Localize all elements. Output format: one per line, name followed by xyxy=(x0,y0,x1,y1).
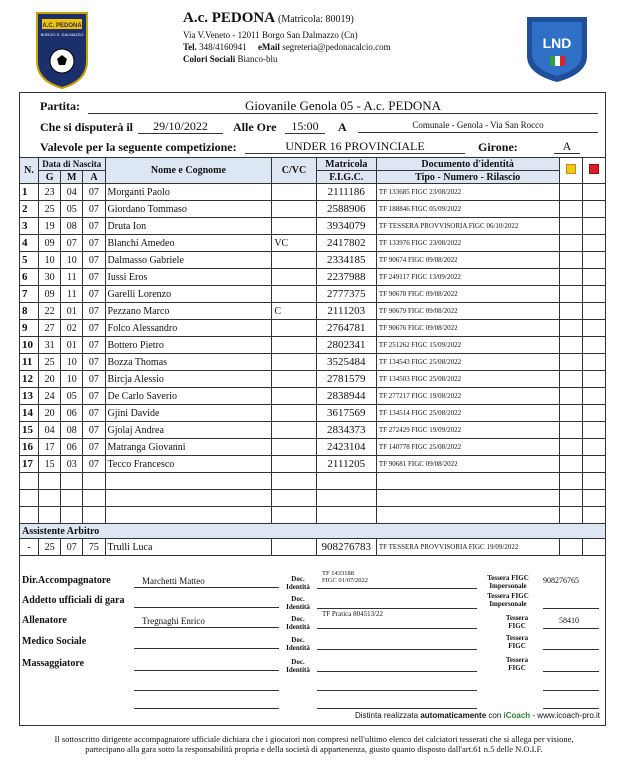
red-card-cell xyxy=(582,235,605,252)
player-document: TF 90679 FIGC 09/08/2022 xyxy=(376,303,559,320)
venue-value: Comunale - Genola - Via San Rocco xyxy=(412,120,544,130)
player-number: 13 xyxy=(20,388,39,405)
colors-label: Colori Sociali xyxy=(183,54,236,64)
birth-month: 08 xyxy=(61,218,83,235)
dir-name: Marchetti Matteo xyxy=(142,576,205,586)
player-name: Bottero Pietro xyxy=(105,337,272,354)
red-card-cell xyxy=(582,184,605,201)
red-card-cell xyxy=(582,303,605,320)
player-document: TF 272429 FIGC 19/09/2022 xyxy=(376,422,559,439)
player-role: VC xyxy=(272,235,316,252)
birth-year: 07 xyxy=(83,235,105,252)
red-card-cell xyxy=(582,286,605,303)
club-colors xyxy=(183,54,278,64)
red-card-icon xyxy=(589,164,599,174)
player-matricola: 2764781 xyxy=(316,320,376,337)
player-number: 9 xyxy=(20,320,39,337)
birth-month: 01 xyxy=(61,337,83,354)
player-document: TF 134514 FIGC 25/08/2022 xyxy=(376,405,559,422)
player-row xyxy=(20,439,606,456)
player-matricola: 2781579 xyxy=(316,371,376,388)
player-name: De Carlo Saverio xyxy=(105,388,272,405)
player-role xyxy=(272,388,316,405)
player-matricola: 2588906 xyxy=(316,201,376,218)
referee-matricola: 908276783 xyxy=(316,539,376,556)
player-matricola: 2334185 xyxy=(316,252,376,269)
player-number: 5 xyxy=(20,252,39,269)
yellow-card-cell xyxy=(559,201,582,218)
player-document: TF 90678 FIGC 09/08/2022 xyxy=(376,286,559,303)
player-name: Folco Alessandro xyxy=(105,320,272,337)
birth-year: 07 xyxy=(83,354,105,371)
red-card-cell xyxy=(582,439,605,456)
partita-value: Giovanile Genola 05 - A.c. PEDONA xyxy=(244,98,442,113)
player-number: 4 xyxy=(20,235,39,252)
player-name: Iussi Eros xyxy=(105,269,272,286)
yellow-card-cell xyxy=(559,286,582,303)
player-name: Tecco Francesco xyxy=(105,456,272,473)
player-number: 7 xyxy=(20,286,39,303)
birth-month: 11 xyxy=(61,286,83,303)
referee-header-row xyxy=(20,524,606,539)
medico-tess-label: Tessera FIGC xyxy=(505,634,529,650)
col-matricola: Matricola xyxy=(316,158,376,171)
partita-label: Partita: xyxy=(40,99,80,113)
lnd-logo xyxy=(524,14,590,84)
yellow-card-cell xyxy=(559,439,582,456)
player-role xyxy=(272,286,316,303)
yellow-card-cell xyxy=(559,354,582,371)
yellow-card-cell xyxy=(559,405,582,422)
player-row xyxy=(20,371,606,388)
disclaimer: Il sottoscritto dirigente accompagnatore ufficiale dichiara che i giocatori non compresi nell'ultimo elenco dei calciatori tesserati che si allega per visione, partecipano alla gara sotto la responsabilità propria e della società di appartenenza, giusto quanto disposto dall'art.61 n.5 delle N.O.I.F. xyxy=(54,734,574,754)
player-matricola: 2423104 xyxy=(316,439,376,456)
player-matricola: 2838944 xyxy=(316,388,376,405)
red-card-cell xyxy=(582,269,605,286)
allenatore-tess-label: Tessera FIGC xyxy=(505,614,529,630)
player-row xyxy=(20,201,606,218)
player-row xyxy=(20,388,606,405)
player-role xyxy=(272,456,316,473)
date-label: Che si disputerà il xyxy=(40,120,134,134)
player-name: Garelli Lorenzo xyxy=(105,286,272,303)
birth-month: 10 xyxy=(61,371,83,388)
girone-label: Girone: xyxy=(478,140,518,154)
col-n: N. xyxy=(20,158,39,184)
lnd-text: LND xyxy=(542,35,572,51)
player-role xyxy=(272,201,316,218)
player-row xyxy=(20,269,606,286)
yellow-card-cell xyxy=(559,218,582,235)
player-name: Bircja Alessio xyxy=(105,371,272,388)
col-m: M xyxy=(61,171,83,184)
time-value: 15:00 xyxy=(291,119,319,133)
player-role xyxy=(272,405,316,422)
addetto-doc-label: Doc. Identità xyxy=(286,595,310,611)
birth-month: 10 xyxy=(61,252,83,269)
player-matricola: 2111186 xyxy=(316,184,376,201)
red-card-cell xyxy=(582,252,605,269)
player-role xyxy=(272,269,316,286)
girone-value: A xyxy=(562,139,572,153)
player-name: Gjini Davide xyxy=(105,405,272,422)
massaggiatore-label: Massaggiatore xyxy=(22,658,85,669)
yellow-card-cell xyxy=(559,456,582,473)
birth-month: 06 xyxy=(61,405,83,422)
col-red xyxy=(582,158,605,184)
birth-month: 05 xyxy=(61,201,83,218)
player-row xyxy=(20,184,606,201)
club-logo xyxy=(33,11,91,89)
col-figc: F.I.G.C. xyxy=(316,171,376,184)
player-matricola: 3617569 xyxy=(316,405,376,422)
player-matricola: 2111205 xyxy=(316,456,376,473)
birth-month: 05 xyxy=(61,388,83,405)
birth-day: 22 xyxy=(39,303,61,320)
birth-day: 15 xyxy=(39,456,61,473)
dir-tess-label: Tessera FIGC Impersonale xyxy=(487,574,529,590)
birth-day: 27 xyxy=(39,320,61,337)
player-number: 8 xyxy=(20,303,39,320)
email-label: eMail xyxy=(257,42,280,52)
player-matricola: 2802341 xyxy=(316,337,376,354)
birth-month: 08 xyxy=(61,422,83,439)
staff-section xyxy=(19,570,606,724)
addetto-label: Addetto ufficiali di gara xyxy=(22,595,125,606)
birth-month: 03 xyxy=(61,456,83,473)
birth-year: 07 xyxy=(83,184,105,201)
dir-label: Dir.Accompagnatore xyxy=(22,575,111,586)
player-document: TF 133976 FIGC 23/08/2022 xyxy=(376,235,559,252)
club-matricola: (Matricola: 80019) xyxy=(278,14,354,25)
col-a: A xyxy=(83,171,105,184)
player-document: TF 90674 FIGC 09/08/2022 xyxy=(376,252,559,269)
player-name: Druta Ion xyxy=(105,218,272,235)
player-number: 14 xyxy=(20,405,39,422)
birth-day: 20 xyxy=(39,405,61,422)
player-number: 2 xyxy=(20,201,39,218)
player-matricola: 2417802 xyxy=(316,235,376,252)
birth-day: 10 xyxy=(39,252,61,269)
player-number: 17 xyxy=(20,456,39,473)
birth-month: 10 xyxy=(61,354,83,371)
player-row xyxy=(20,235,606,252)
icoach-brand: iCoach xyxy=(503,711,531,720)
player-matricola: 2111203 xyxy=(316,303,376,320)
club-address: Via V.Veneto - 12011 Borgo San Dalmazzo (Cn) xyxy=(183,30,358,40)
player-matricola: 2777375 xyxy=(316,286,376,303)
dir-doc: TF 1433188 FIGC 01/07/2022 xyxy=(322,570,369,584)
player-document: TF 90681 FIGC 09/08/2022 xyxy=(376,456,559,473)
players-table xyxy=(19,157,606,556)
red-card-cell xyxy=(582,320,605,337)
birth-year: 07 xyxy=(83,320,105,337)
referee-row xyxy=(20,539,606,556)
player-number: 11 xyxy=(20,354,39,371)
player-number: 3 xyxy=(20,218,39,235)
player-role xyxy=(272,320,316,337)
player-matricola: 2834373 xyxy=(316,422,376,439)
player-row xyxy=(20,218,606,235)
player-row xyxy=(20,422,606,439)
competition-value: UNDER 16 PROVINCIALE xyxy=(285,139,425,153)
birth-month: 01 xyxy=(61,303,83,320)
medico-label: Medico Sociale xyxy=(22,636,87,647)
birth-month: 11 xyxy=(61,269,83,286)
birth-day: 04 xyxy=(39,422,61,439)
birth-year: 07 xyxy=(83,456,105,473)
email-value[interactable]: segreteria@pedonacalcio.com xyxy=(282,42,391,52)
player-name: Blanchi Amedeo xyxy=(105,235,272,252)
table-header-row xyxy=(20,158,606,171)
birth-month: 07 xyxy=(61,235,83,252)
yellow-card-cell xyxy=(559,371,582,388)
tel-label: Tel. xyxy=(183,42,197,52)
player-role xyxy=(272,354,316,371)
player-number: 12 xyxy=(20,371,39,388)
player-role: C xyxy=(272,303,316,320)
birth-year: 07 xyxy=(83,439,105,456)
col-yellow xyxy=(559,158,582,184)
logo-text: A.C. PEDONA xyxy=(42,23,82,29)
birth-day: 25 xyxy=(39,354,61,371)
yellow-card-cell xyxy=(559,303,582,320)
birth-day: 31 xyxy=(39,337,61,354)
competition-label: Valevole per la seguente competizione: xyxy=(40,140,237,154)
player-role xyxy=(272,422,316,439)
massaggiatore-doc-label: Doc. Identità xyxy=(286,658,310,674)
referee-name: Trulli Luca xyxy=(105,539,272,556)
yellow-card-icon xyxy=(566,164,576,174)
player-name: Giordano Tommaso xyxy=(105,201,272,218)
col-cvc: C/VC xyxy=(272,158,316,184)
allenatore-tess: 58410 xyxy=(559,616,579,625)
yellow-card-cell xyxy=(559,235,582,252)
player-number: 15 xyxy=(20,422,39,439)
birth-year: 07 xyxy=(83,201,105,218)
player-name: Bozza Thomas xyxy=(105,354,272,371)
referee-g: 25 xyxy=(39,539,61,556)
player-row xyxy=(20,354,606,371)
dir-tess: 908276765 xyxy=(543,576,579,585)
birth-year: 07 xyxy=(83,405,105,422)
player-document: TF 134503 FIGC 25/08/2022 xyxy=(376,371,559,388)
yellow-card-cell xyxy=(559,422,582,439)
col-name: Nome e Cognome xyxy=(105,158,272,184)
player-name: Dalmasso Gabriele xyxy=(105,252,272,269)
player-document: TF 188846 FIGC 05/09/2022 xyxy=(376,201,559,218)
col-doc-sub: Tipo - Numero - Rilascio xyxy=(376,171,559,184)
birth-month: 04 xyxy=(61,184,83,201)
birth-day: 09 xyxy=(39,235,61,252)
player-document: TF 90676 FIGC 09/08/2022 xyxy=(376,320,559,337)
player-name: Gjolaj Andrea xyxy=(105,422,272,439)
icoach-site[interactable]: - www.icoach-pro.it xyxy=(532,711,600,720)
referee-n: - xyxy=(20,539,39,556)
red-card-cell xyxy=(582,201,605,218)
player-document: TF 277217 FIGC 19/08/2022 xyxy=(376,388,559,405)
player-number: 1 xyxy=(20,184,39,201)
player-matricola: 2237988 xyxy=(316,269,376,286)
red-card-cell xyxy=(582,422,605,439)
player-row xyxy=(20,337,606,354)
red-card-cell xyxy=(582,337,605,354)
time-label: Alle Ore xyxy=(233,120,277,134)
allenatore-label: Allenatore xyxy=(22,615,67,626)
birth-day: 30 xyxy=(39,269,61,286)
red-card-cell xyxy=(582,405,605,422)
allenatore-name: Tregnaghi Enrico xyxy=(142,616,205,626)
a-label: A xyxy=(338,120,347,134)
player-role xyxy=(272,252,316,269)
player-row xyxy=(20,456,606,473)
birth-day: 09 xyxy=(39,286,61,303)
birth-day: 25 xyxy=(39,201,61,218)
tel-value: 348/4160941 xyxy=(199,42,247,52)
empty-row xyxy=(20,507,606,524)
birth-year: 07 xyxy=(83,388,105,405)
colors-value: Bianco-blu xyxy=(237,54,278,64)
red-card-cell xyxy=(582,388,605,405)
player-role xyxy=(272,371,316,388)
birth-year: 07 xyxy=(83,252,105,269)
birth-year: 07 xyxy=(83,371,105,388)
red-card-cell xyxy=(582,354,605,371)
club-name: A.c. PEDONA xyxy=(183,10,275,26)
player-role xyxy=(272,337,316,354)
allenatore-doc: TF Pratica 804513/22 xyxy=(322,610,384,618)
birth-year: 07 xyxy=(83,286,105,303)
player-matricola: 3525484 xyxy=(316,354,376,371)
player-row xyxy=(20,252,606,269)
player-document: TF 140778 FIGC 25/08/2022 xyxy=(376,439,559,456)
player-document: TF 249117 FIGC 13/09/2022 xyxy=(376,269,559,286)
empty-row xyxy=(20,473,606,490)
logo-sub: BORGO S. DALMAZZO xyxy=(40,32,84,37)
icoach-credit: Distinta realizzata automaticamente con iCoach - www.icoach-pro.it xyxy=(354,711,600,720)
player-number: 10 xyxy=(20,337,39,354)
player-document: TF 134543 FIGC 25/08/2022 xyxy=(376,354,559,371)
medico-doc-label: Doc. Identità xyxy=(286,636,310,652)
player-number: 6 xyxy=(20,269,39,286)
referee-a: 75 xyxy=(83,539,105,556)
col-doc: Documento d'identità xyxy=(376,158,559,171)
club-title xyxy=(183,10,354,27)
birth-year: 07 xyxy=(83,337,105,354)
yellow-card-cell xyxy=(559,184,582,201)
birth-year: 07 xyxy=(83,269,105,286)
date-value: 29/10/2022 xyxy=(153,119,208,133)
birth-year: 07 xyxy=(83,218,105,235)
referee-m: 07 xyxy=(61,539,83,556)
yellow-card-cell xyxy=(559,269,582,286)
addetto-tess-label: Tessera FIGC Impersonale xyxy=(487,592,529,608)
player-row xyxy=(20,286,606,303)
player-document: TF TESSERA PROVVISORIA FIGC 06/10/2022 xyxy=(376,218,559,235)
player-role xyxy=(272,184,316,201)
player-row xyxy=(20,303,606,320)
birth-year: 07 xyxy=(83,422,105,439)
referee-doc: TF TESSERA PROVVISORIA FIGC 19/09/2022 xyxy=(376,539,559,556)
player-role xyxy=(272,218,316,235)
col-g: G xyxy=(39,171,61,184)
yellow-card-cell xyxy=(559,320,582,337)
birth-day: 19 xyxy=(39,218,61,235)
player-row xyxy=(20,320,606,337)
yellow-card-cell xyxy=(559,337,582,354)
yellow-card-cell xyxy=(559,252,582,269)
allenatore-doc-label: Doc. Identità xyxy=(286,615,310,631)
player-name: Pezzano Marco xyxy=(105,303,272,320)
birth-day: 24 xyxy=(39,388,61,405)
empty-row xyxy=(20,490,606,507)
birth-day: 20 xyxy=(39,371,61,388)
player-matricola: 3934079 xyxy=(316,218,376,235)
player-name: Morganti Paolo xyxy=(105,184,272,201)
birth-day: 17 xyxy=(39,439,61,456)
col-birth: Data di Nascita xyxy=(39,158,106,171)
massaggiatore-tess-label: Tessera FIGC xyxy=(505,656,529,672)
red-card-cell xyxy=(582,371,605,388)
birth-month: 06 xyxy=(61,439,83,456)
birth-day: 23 xyxy=(39,184,61,201)
player-role xyxy=(272,439,316,456)
player-name: Matranga Giovanni xyxy=(105,439,272,456)
player-document: TF 251262 FIGC 15/09/2022 xyxy=(376,337,559,354)
red-card-cell xyxy=(582,456,605,473)
red-card-cell xyxy=(582,218,605,235)
birth-year: 07 xyxy=(83,303,105,320)
referee-label: Assistente Arbitro xyxy=(20,524,606,539)
player-number: 16 xyxy=(20,439,39,456)
birth-month: 02 xyxy=(61,320,83,337)
club-contacts xyxy=(183,42,391,52)
player-document: TF 133685 FIGC 23/08/2022 xyxy=(376,184,559,201)
yellow-card-cell xyxy=(559,388,582,405)
player-row xyxy=(20,405,606,422)
dir-doc-label: Doc. Identità xyxy=(286,575,310,591)
